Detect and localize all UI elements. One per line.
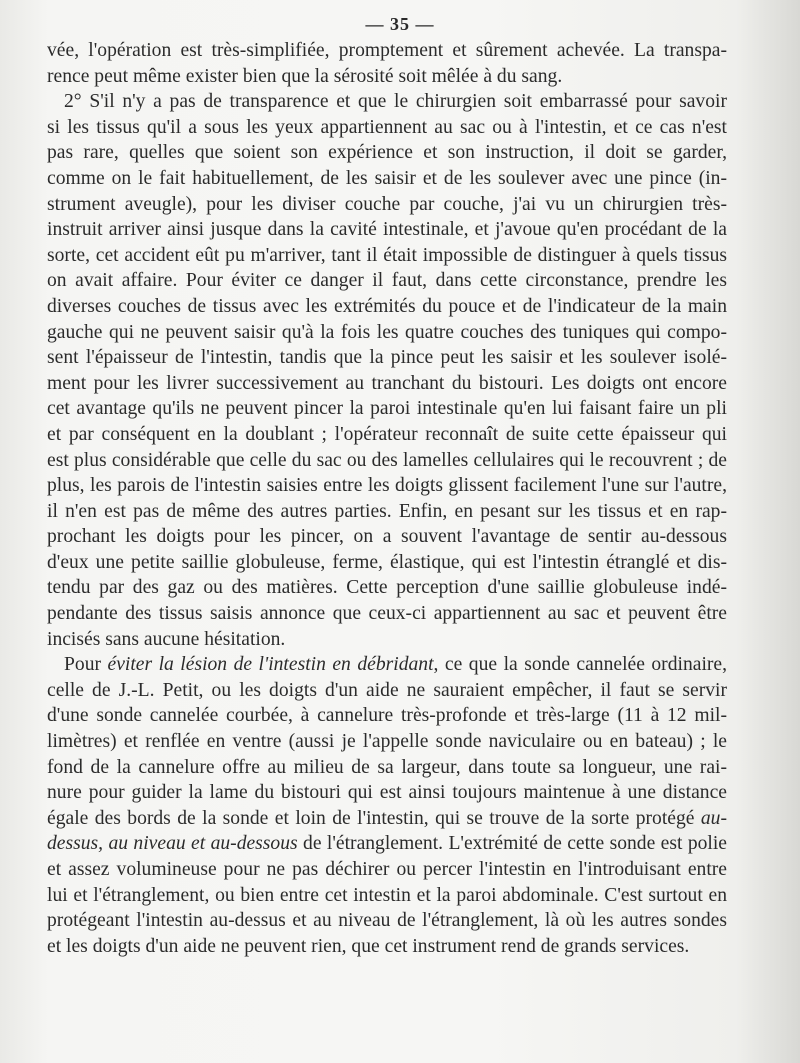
text-line: si les tissus qu'il a sous les yeux appartiennent au sac ou à l'intestin, et ce cas n'est — [47, 116, 727, 138]
text-line: et les doigts d'un aide ne peuvent rien, que cet instrument rend de grands services. — [47, 935, 690, 957]
text-line: limètres) et renflée en ventre (aussi je l'appelle sonde naviculaire ou en bateau) ; le — [47, 731, 727, 753]
text-line: est plus considérable que celle du sac ou des lamelles cellulaires qui le recouvrent ; de — [47, 449, 727, 471]
italic-emphasis: dessus, au niveau et au-dessous — [47, 833, 298, 855]
text-line: 2° S'il n'y a pas de transparence et que le chirurgien soit embarrassé pour savoir — [64, 91, 727, 113]
body-text — [47, 38, 727, 959]
text-line: celle de J.-L. Petit, ou les doigts d'un aide ne sauraient empêcher, il faut se servir — [47, 679, 727, 701]
text-line: sent l'épaisseur de l'intestin, tandis que la pince peut les saisir et les soulever isolé- — [47, 347, 727, 369]
text-line: ment pour les livrer successivement au tranchant du bistouri. Les doigts ont encore — [47, 372, 727, 394]
text-line: strument aveugle), pour les diviser couche par couche, j'ai vu un chirurgien très- — [47, 193, 727, 215]
text-line — [47, 652, 727, 678]
text-segment: Pour — [64, 654, 108, 676]
text-line: d'une sonde cannelée courbée, à cannelure très-profonde et très-large (11 à 12 mil- — [47, 705, 727, 727]
text-line: tendu par des gaz ou des matières. Cette perception d'une saillie globuleuse indé- — [47, 577, 727, 599]
text-line: plus, les parois de l'intestin saisies entre les doigts glissent facilement l'une sur l'autre, — [47, 475, 727, 497]
text-line: pendante des tissus saisis annonce que ceux-ci appartiennent au sac et peuvent être — [47, 603, 727, 625]
text-line: comme on le fait habituellement, de les saisir et de les soulever avec une pince (in- — [47, 167, 727, 189]
italic-emphasis: au- — [700, 807, 727, 829]
text-line: sorte, cet accident eût pu m'arriver, tant il était impossible de distinguer à quels tissus — [47, 244, 727, 266]
text-line: protégeant l'intestin au-dessus et au niveau de l'étranglement, là où les autres sondes — [47, 910, 727, 932]
text-line: et assez volumineuse pour ne pas déchirer ou percer l'intestin en l'introduisant entre — [47, 859, 727, 880]
text-line: vée, l'opération est très-simplifiée, promptement et sûrement achevée. La transpa- — [47, 40, 727, 61]
text-line: pas rare, quelles que soient son expérience et son instruction, il doit se garder, — [47, 142, 727, 164]
text-line: et par conséquent en la doublant ; l'opérateur reconnaît de suite cette épaisseur qui — [47, 423, 727, 445]
text-line: gauche qui ne peuvent saisir qu'à la fois les quatre couches des tuniques qui compo- — [47, 321, 727, 343]
text-line: lui et l'étranglement, ou bien entre cet intestin et la paroi abdominale. C'est surtout en — [47, 884, 727, 906]
italic-emphasis: éviter la lésion de l'intestin en débridant — [107, 654, 434, 676]
text-line — [47, 806, 727, 832]
text-line: nure pour guider la lame du bistouri qui est ainsi toujours maintenue à une distance — [47, 782, 727, 804]
text-line: prochant les doigts pour les pincer, on a souvent l'avantage de sentir au-dessous — [47, 526, 727, 548]
text-line: fond de la cannelure offre au milieu de sa largeur, dans toute sa longueur, une rai- — [47, 756, 727, 778]
text-segment: , ce que la sonde cannelée ordinaire, — [433, 654, 728, 676]
text-line: il n'en est pas de même des autres parties. Enfin, en pesant sur les tissus et en rap- — [47, 500, 727, 522]
text-line: incisés sans aucune hésitation. — [47, 628, 286, 650]
text-line: d'eux une petite saillie globuleuse, ferme, élastique, qui est l'intestin étranglé et dis- — [47, 551, 727, 573]
text-line: diverses couches de tissus avec les extrémités du pouce et de l'indicateur de la main — [47, 295, 727, 317]
text-line: instruit arriver ainsi jusque dans la cavité intestinale, et j'avoue qu'en procédant de la — [47, 219, 727, 241]
page-number: — 35 — — [365, 14, 435, 34]
text-segment: de l'étranglement. L'extrémité de cette sonde est polie — [297, 833, 727, 855]
text-segment: égale des bords de la sonde et loin de l'intestin, qui se trouve de la sorte protégé — [47, 807, 701, 829]
text-line: rence peut même exister bien que la sérosité soit mêlée à du sang. — [47, 65, 563, 87]
text-line: cet avantage qu'ils ne peuvent pincer la paroi intestinale qu'en lui faisant faire un pli — [47, 398, 727, 420]
text-line: on avait affaire. Pour éviter ce danger il faut, dans cette circonstance, prendre les — [47, 270, 727, 292]
text-line — [47, 831, 727, 857]
